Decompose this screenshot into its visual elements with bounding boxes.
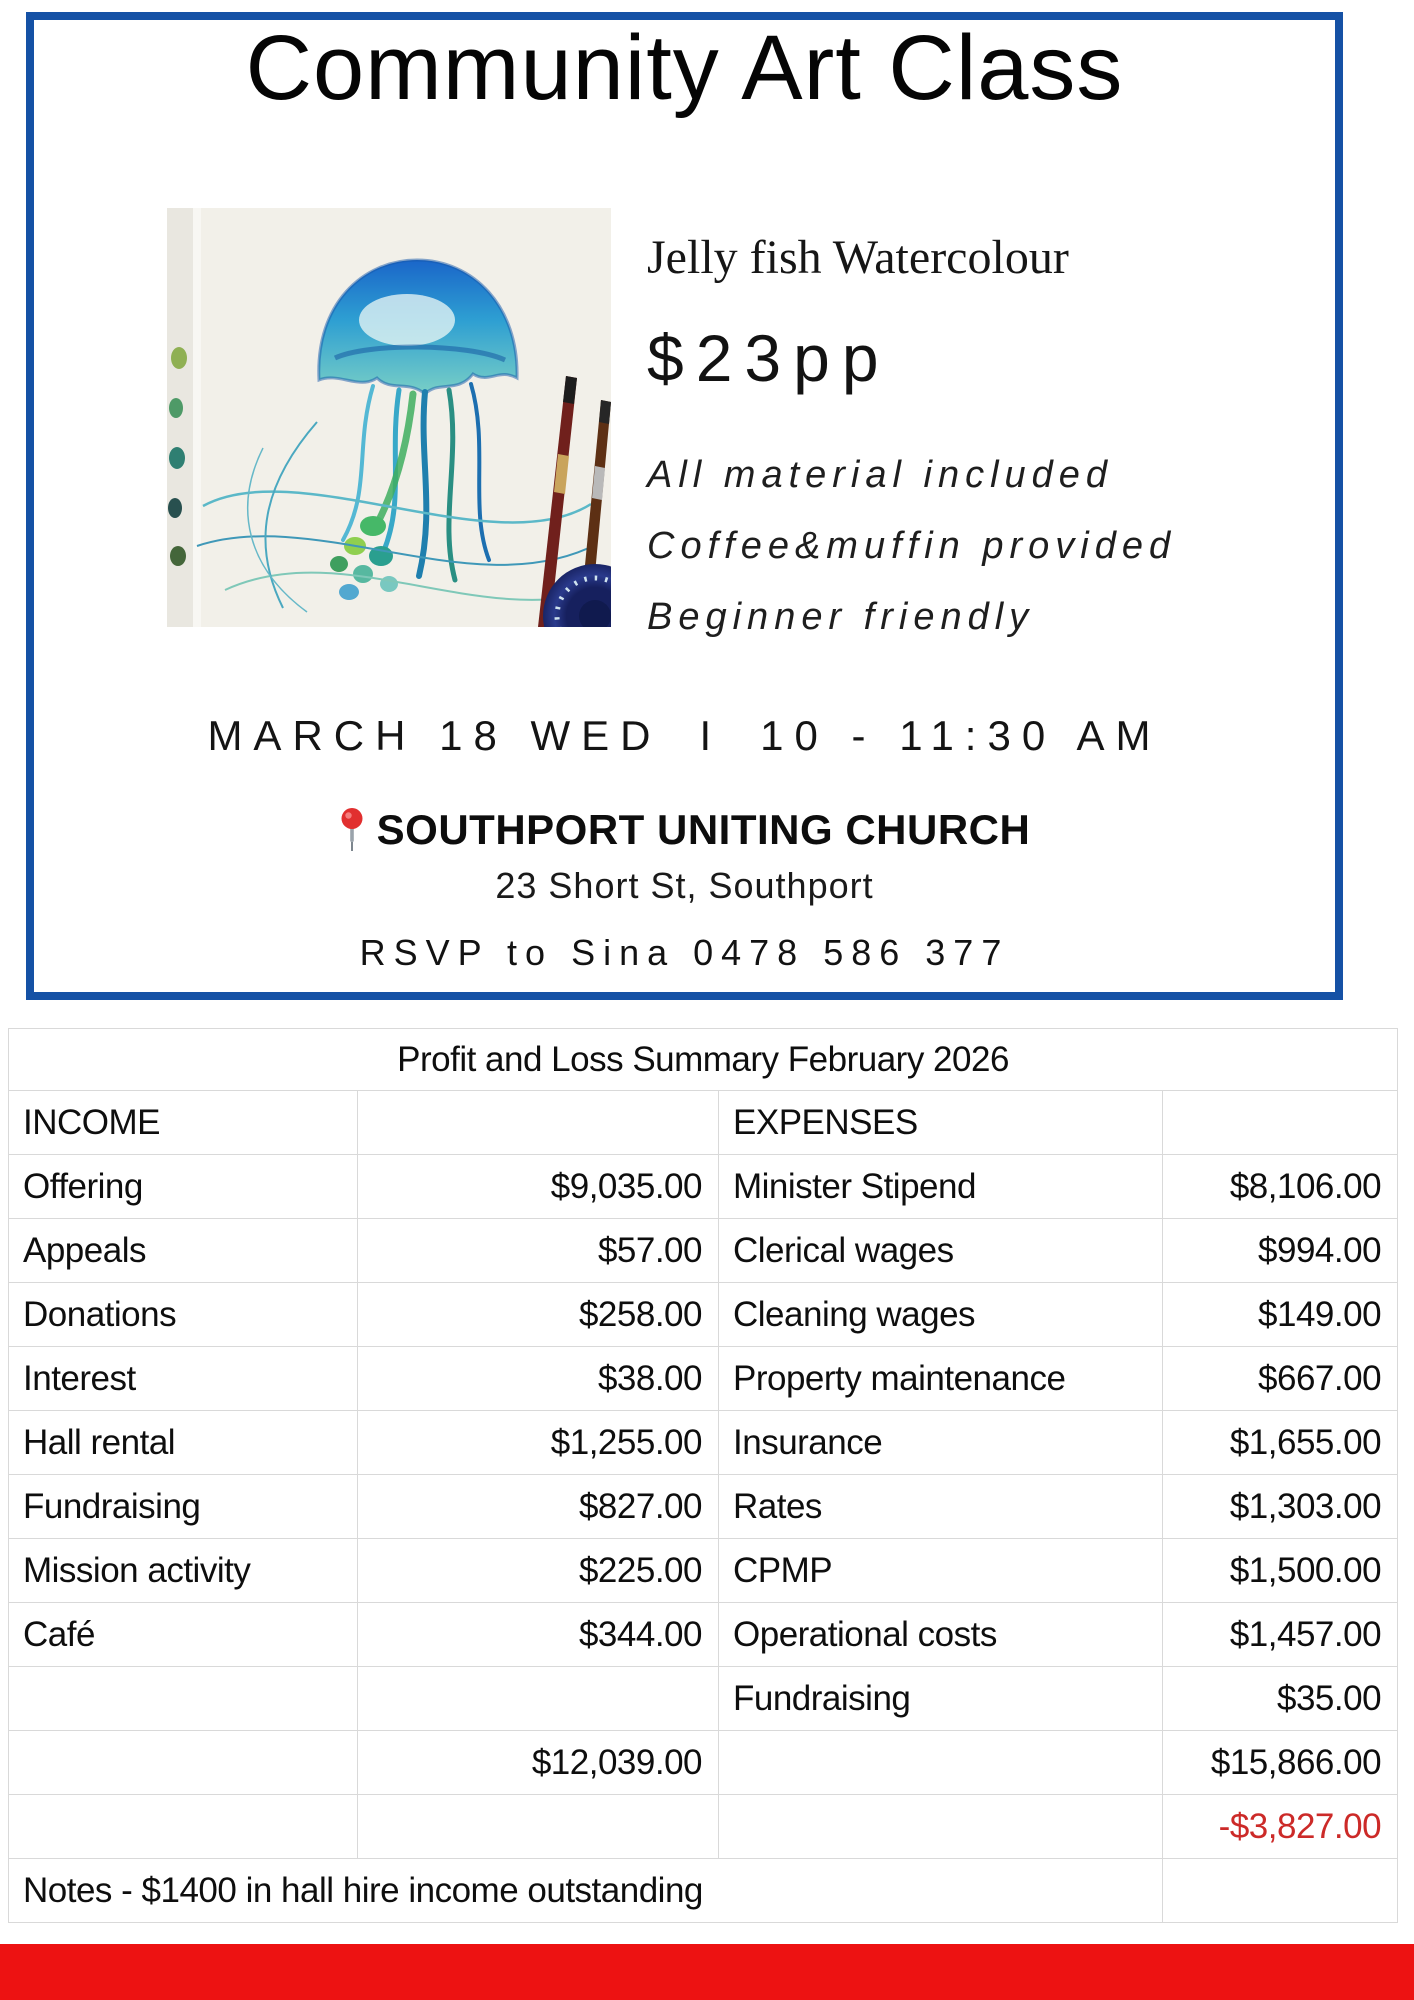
table-header-row — [9, 1091, 1398, 1155]
expense-total: $15,866.00 — [1163, 1731, 1398, 1795]
notes-row — [9, 1859, 1398, 1923]
income-label — [9, 1667, 358, 1731]
table-row — [9, 1603, 1398, 1667]
table-row — [9, 1347, 1398, 1411]
income-value: $1,255.00 — [358, 1411, 719, 1475]
income-label: Interest — [9, 1347, 358, 1411]
table-row — [9, 1667, 1398, 1731]
empty-cell — [719, 1795, 1163, 1859]
income-value: $258.00 — [358, 1283, 719, 1347]
income-value: $225.00 — [358, 1539, 719, 1603]
flyer-price: $23pp — [647, 321, 891, 395]
feature-line: Coffee&muffin provided — [647, 525, 1177, 567]
income-total: $12,039.00 — [358, 1731, 719, 1795]
jellyfish-artwork-image — [167, 208, 611, 627]
expense-value: $8,106.00 — [1163, 1155, 1398, 1219]
expense-label: Minister Stipend — [719, 1155, 1163, 1219]
expense-label: Cleaning wages — [719, 1283, 1163, 1347]
income-value: $38.00 — [358, 1347, 719, 1411]
income-label: Hall rental — [9, 1411, 358, 1475]
expense-value: $1,655.00 — [1163, 1411, 1398, 1475]
empty-cell — [9, 1731, 358, 1795]
art-class-flyer — [26, 12, 1343, 1000]
empty-cell — [9, 1795, 358, 1859]
table-title: Profit and Loss Summary February 2026 — [9, 1029, 1398, 1091]
table-row — [9, 1155, 1398, 1219]
income-label: Offering — [9, 1155, 358, 1219]
income-label: Appeals — [9, 1219, 358, 1283]
empty-cell — [358, 1795, 719, 1859]
flyer-subtitle: Jelly fish Watercolour — [647, 231, 1069, 284]
table-row — [9, 1283, 1398, 1347]
empty-cell — [719, 1731, 1163, 1795]
income-value — [358, 1667, 719, 1731]
feature-line: Beginner friendly — [647, 596, 1035, 638]
expense-label: Insurance — [719, 1411, 1163, 1475]
expense-value: $35.00 — [1163, 1667, 1398, 1731]
expense-value: $1,303.00 — [1163, 1475, 1398, 1539]
income-label: Mission activity — [9, 1539, 358, 1603]
income-value: $57.00 — [358, 1219, 719, 1283]
expense-value: $994.00 — [1163, 1219, 1398, 1283]
expense-value: $667.00 — [1163, 1347, 1398, 1411]
empty-cell — [1163, 1859, 1398, 1923]
table-title-row — [9, 1029, 1398, 1091]
location-pin-icon — [339, 807, 365, 853]
venue-name: SOUTHPORT UNITING CHURCH — [376, 806, 1031, 853]
income-value: $827.00 — [358, 1475, 719, 1539]
expense-label: Property maintenance — [719, 1347, 1163, 1411]
footer-red-bar — [0, 1944, 1414, 2000]
table-row — [9, 1475, 1398, 1539]
venue-address: 23 Short St, Southport — [495, 865, 874, 906]
event-time: 10 - 11:30 AM — [760, 712, 1162, 759]
table-row — [9, 1539, 1398, 1603]
expense-value: $1,457.00 — [1163, 1603, 1398, 1667]
income-label: Café — [9, 1603, 358, 1667]
expense-value: $1,500.00 — [1163, 1539, 1398, 1603]
profit-loss-table — [8, 1028, 1398, 1923]
expense-label: CPMP — [719, 1539, 1163, 1603]
income-label: Donations — [9, 1283, 358, 1347]
feature-line: All material included — [647, 454, 1114, 496]
event-date: MARCH 18 WED — [207, 712, 662, 759]
date-separator: I — [699, 712, 723, 759]
expense-label: Operational costs — [719, 1603, 1163, 1667]
income-value: $9,035.00 — [358, 1155, 719, 1219]
income-label: Fundraising — [9, 1475, 358, 1539]
rsvp-line: RSVP to Sina 0478 586 377 — [359, 932, 1010, 973]
income-value: $344.00 — [358, 1603, 719, 1667]
expenses-header: EXPENSES — [719, 1091, 1163, 1155]
table-row — [9, 1219, 1398, 1283]
flyer-features — [647, 440, 1176, 653]
empty-cell — [1163, 1091, 1398, 1155]
empty-cell — [358, 1091, 719, 1155]
notes-cell: Notes - $1400 in hall hire income outstanding — [9, 1859, 1163, 1923]
table-row — [9, 1411, 1398, 1475]
expense-label: Rates — [719, 1475, 1163, 1539]
expense-value: $149.00 — [1163, 1283, 1398, 1347]
expense-label: Fundraising — [719, 1667, 1163, 1731]
venue-line — [34, 806, 1335, 854]
totals-row — [9, 1731, 1398, 1795]
flyer-title: Community Art Class — [245, 17, 1124, 119]
net-result: -$3,827.00 — [1163, 1795, 1398, 1859]
net-row — [9, 1795, 1398, 1859]
event-datetime — [34, 712, 1335, 760]
expense-label: Clerical wages — [719, 1219, 1163, 1283]
income-header: INCOME — [9, 1091, 358, 1155]
